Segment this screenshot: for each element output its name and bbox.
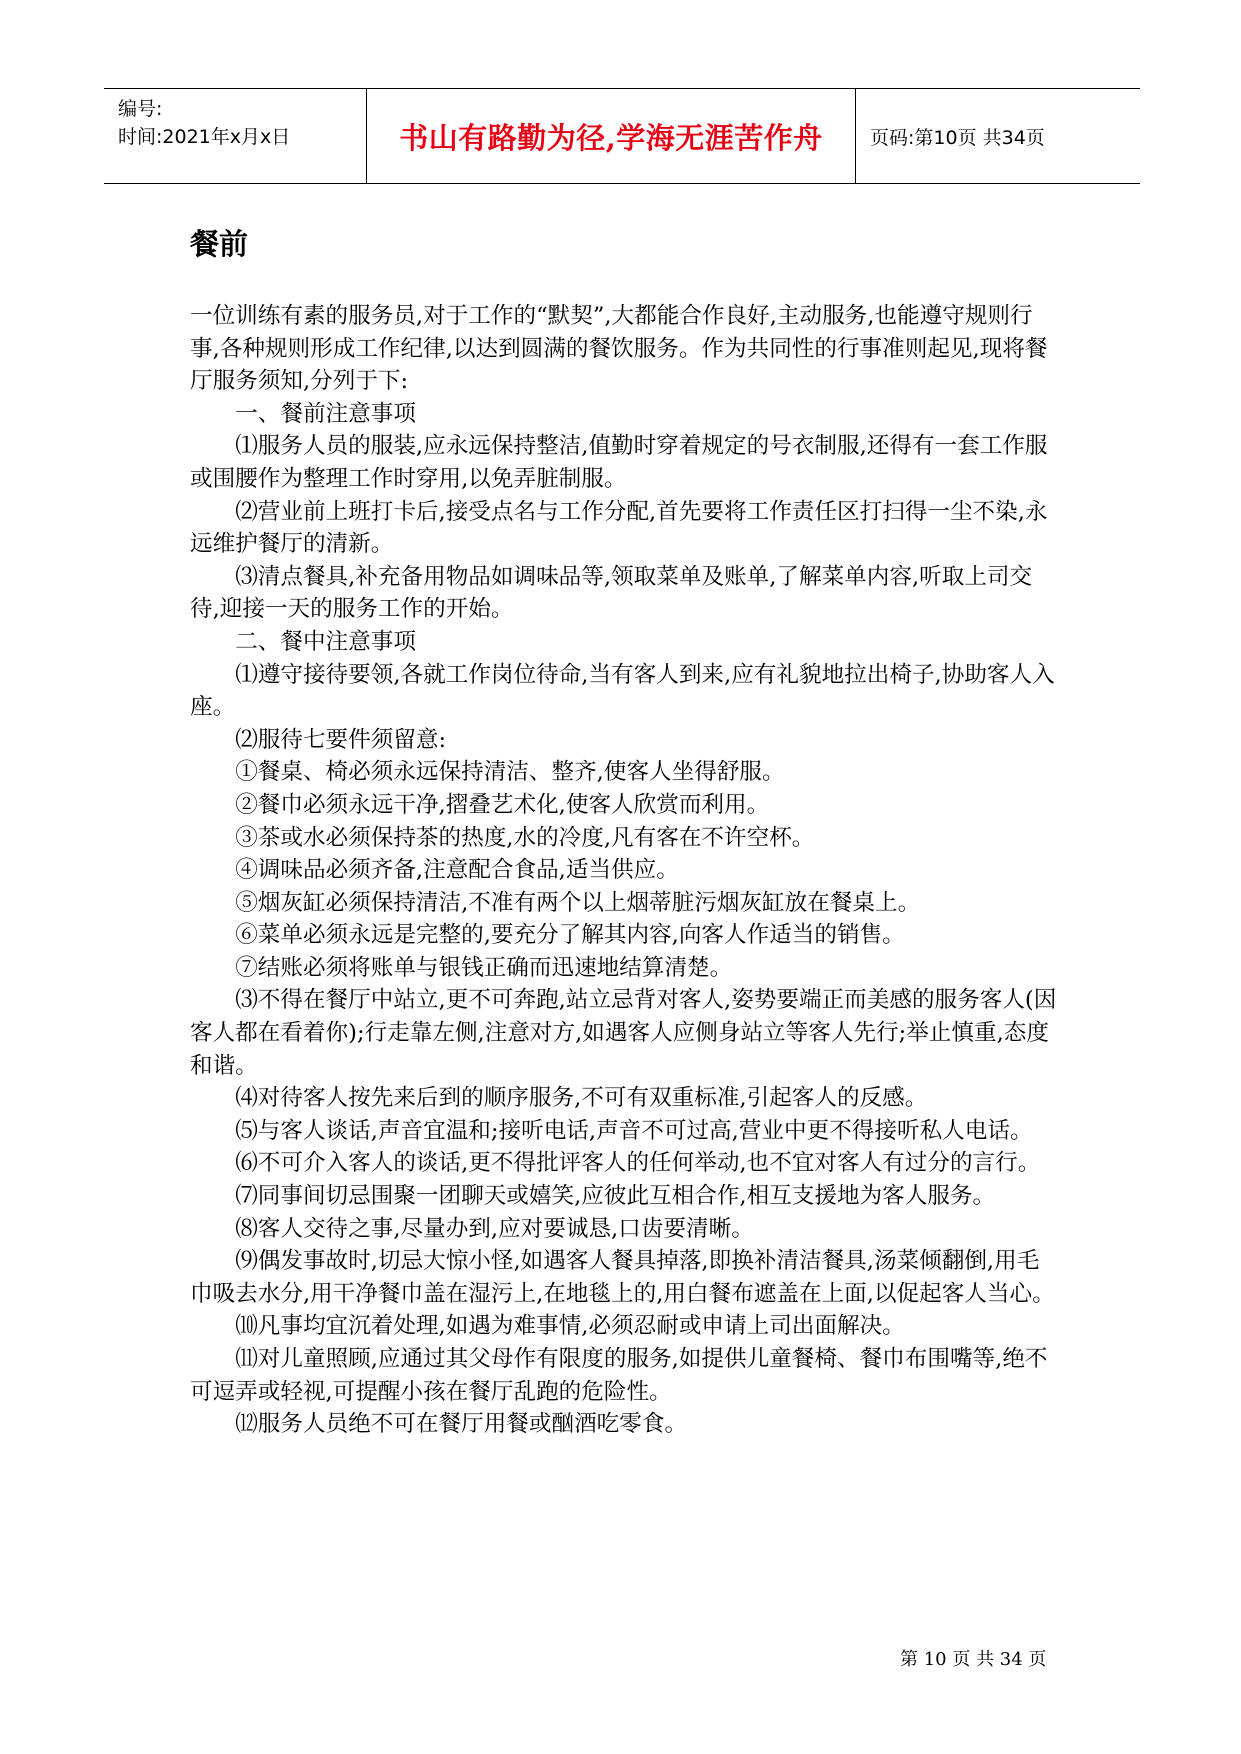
paragraph: ⑽凡事均宜沉着处理,如遇为难事情,必须忍耐或申请上司出面解决。 bbox=[235, 1313, 905, 1340]
paragraph: ⑸与客人谈话,声音宜温和;接听电话,声音不可过高,营业中更不得接听私人电话。 bbox=[235, 1117, 1033, 1144]
paragraph: ⑴遵守接待要领,各就工作岗位待命,当有客人到来,应有礼貌地拉出椅子,协助客人入座。 bbox=[190, 661, 1055, 721]
paragraph: ⑶清点餐具,补充备用物品如调味品等,领取菜单及账单,了解菜单内容,听取上司交待,迎接一天的服务工作的开始。 bbox=[190, 563, 1033, 623]
paragraph: ⑵服待七要件须留意: bbox=[235, 726, 447, 753]
list-item: ⑦结账必须将账单与银钱正确而迅速地结算清楚。 bbox=[235, 954, 733, 981]
section-heading: 二、餐中注意事项 bbox=[235, 628, 416, 655]
section-heading: 一、餐前注意事项 bbox=[235, 400, 416, 427]
paragraph: ⑺同事间切忌围聚一团聊天或嬉笑,应彼此互相合作,相互支援地为客人服务。 bbox=[235, 1183, 996, 1210]
paragraph: ⑻客人交待之事,尽量办到,应对要诚恳,口齿要清晰。 bbox=[235, 1215, 754, 1242]
list-item: ⑥菜单必须永远是完整的,要充分了解其内容,向客人作适当的销售。 bbox=[235, 922, 905, 949]
header-meta bbox=[104, 89, 366, 183]
number-label: 编号: bbox=[118, 98, 163, 120]
time-label: 时间:2021年x月x日 bbox=[118, 126, 291, 148]
paragraph: 一位训练有素的服务员,对于工作的“默契”,大都能合作良好,主动服务,也能遵守规则行事,各种规则形成工作纪律,以达到圆满的餐饮服务。作为共同性的行事准则起见,现将餐厅服务须知,分列于下: bbox=[190, 303, 1048, 395]
header-motto-cell bbox=[366, 89, 856, 183]
paragraph: ⑿服务人员绝不可在餐厅用餐或酗酒吃零食。 bbox=[235, 1411, 688, 1438]
list-item: ③茶或水必须保持茶的热度,水的冷度,凡有客在不许空杯。 bbox=[235, 824, 815, 851]
paragraph: ⑴服务人员的服装,应永远保持整洁,值勤时穿着规定的号衣制服,还得有一套工作服或围腰作为整理工作时穿用,以免弄脏制服。 bbox=[190, 433, 1048, 492]
paragraph: ⑾对儿童照顾,应通过其父母作有限度的服务,如提供儿童餐椅、餐巾布围嘴等,绝不可逗弄或轻视,可提醒小孩在餐厅乱跑的危险性。 bbox=[190, 1346, 1048, 1405]
document-body bbox=[190, 300, 1060, 1441]
document-title: 餐前 bbox=[190, 227, 249, 261]
list-item: ④调味品必须齐备,注意配合食品,适当供应。 bbox=[235, 857, 679, 884]
paragraph: ⑼偶发事故时,切忌大惊小怪,如遇客人餐具掉落,即换补清洁餐具,汤菜倾翻倒,用毛巾吸去水分,用干净餐巾盖在湿污上,在地毯上的,用白餐布遮盖在上面,以促起客人当心。 bbox=[190, 1248, 1055, 1307]
motto: 书山有路勤为径,学海无涯苦作舟 bbox=[399, 120, 823, 155]
list-item: ②餐巾必须永远干净,摺叠艺术化,使客人欣赏而利用。 bbox=[235, 791, 770, 818]
list-item: ①餐桌、椅必须永远保持清洁、整齐,使客人坐得舒服。 bbox=[235, 759, 785, 786]
page-header bbox=[104, 88, 1140, 184]
paragraph: ⑷对待客人按先来后到的顺序服务,不可有双重标准,引起客人的反感。 bbox=[235, 1085, 928, 1112]
paragraph: ⑵营业前上班打卡后,接受点名与工作分配,首先要将工作责任区打扫得一尘不染,永远维护餐厅的清新。 bbox=[190, 498, 1048, 558]
header-page-info: 页码:第10页 共34页 bbox=[870, 126, 1045, 149]
paragraph: ⑶不得在餐厅中站立,更不可奔跑,站立忌背对客人,姿势要端正而美感的服务客人(因客人都在看着你);行走靠左侧,注意对方,如遇客人应侧身站立等客人先行;举止慎重,态度和谐。 bbox=[190, 987, 1057, 1079]
page-footer: 第 10 页 共 34 页 bbox=[900, 1649, 1047, 1670]
list-item: ⑤烟灰缸必须保持清洁,不准有两个以上烟蒂脏污烟灰缸放在餐桌上。 bbox=[235, 889, 921, 916]
paragraph: ⑹不可介入客人的谈话,更不得批评客人的任何举动,也不宜对客人有过分的言行。 bbox=[235, 1150, 1041, 1177]
